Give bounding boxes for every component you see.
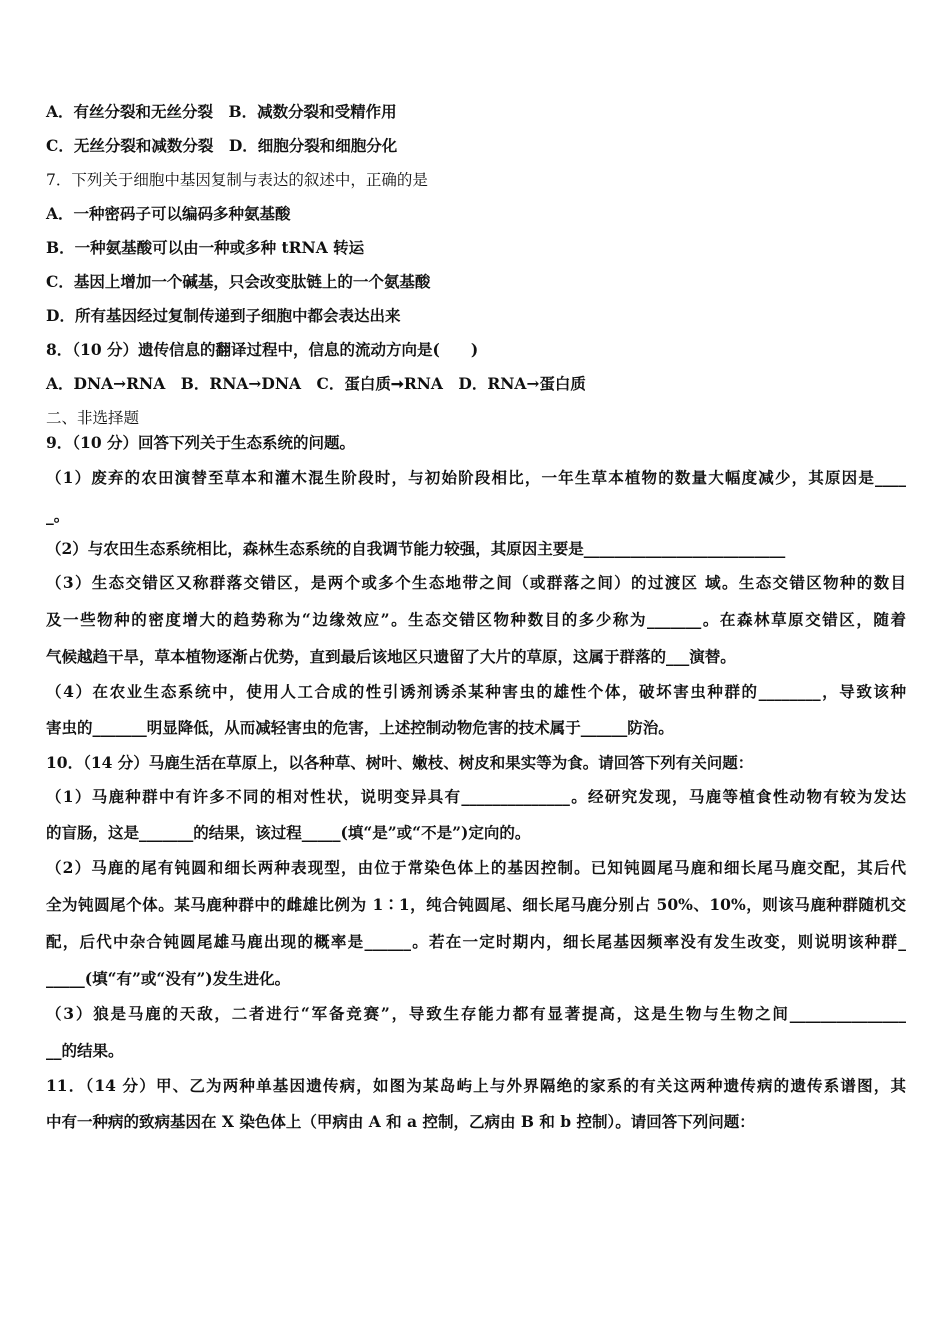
q10-part1-cont: 的盲肠，这是_______的结果，该过程_____(填“是”或“不是”)定向的。 [46,823,531,842]
q10-part1: （1）马鹿种群中有许多不同的相对性状，说明变异具有______________。经研究发现，马鹿等植食性动物有较为发达 [46,787,906,806]
q10-part3: （3）狼是马鹿的天敌，二者进行“军备竞赛”，导致生存能力都有显著提高，这是生物与生物之间_______________ [46,1004,906,1023]
q10-part2-cont1: 全为钝圆尾个体。某马鹿种群中的雌雄比例为 1∶1，纯合钝圆尾、细长尾马鹿分别占 50%、10%，则该马鹿种群随机交 [46,895,906,914]
q11-stem: 11．（14 分）甲、乙为两种单基因遗传病，如图为某岛屿上与外界隔绝的家系的有关这两种遗传病的遗传系谱图，其 [46,1076,906,1095]
q7-option-b: B．一种氨基酸可以由一种或多种 tRNA 转运 [46,238,365,257]
q9-part3: （3）生态交错区又称群落交错区，是两个或多个生态地带之间（或群落之间）的过渡区 域。生态交错区物种的数目 [46,573,906,592]
q9-part4-cont: 害虫的_______明显降低，从而减轻害虫的危害，上述控制动物危害的技术属于______防治。 [46,718,674,737]
q7-option-c: C．基因上增加一个碱基，只会改变肽链上的一个氨基酸 [46,272,431,291]
q9-part1: （1）废弃的农田演替至草本和灌木混生阶段时，与初始阶段相比，一年生草本植物的数量大幅度减少，其原因是____ [46,468,906,487]
q9-part1-cont: _。 [46,506,70,525]
q10-part3-cont: __的结果。 [46,1041,124,1060]
q7-stem: 7．下列关于细胞中基因复制与表达的叙述中，正确的是 [46,171,428,189]
q10-part2: （2）马鹿的尾有钝圆和细长两种表现型，由位于常染色体上的基因控制。已知钝圆尾马鹿和细长尾马鹿交配，其后代 [46,858,906,877]
q8-options: A．DNA→RNA B．RNA→DNA C．蛋白质➞RNA D．RNA→蛋白质 [46,374,586,393]
q9-stem: 9．（10 分）回答下列关于生态系统的问题。 [46,433,356,452]
q9-part2: （2）与农田生态系统相比，森林生态系统的自我调节能力较强，其原因主要是__________________________ [46,539,786,558]
q10-part2-cont2: 配，后代中杂合钝圆尾雄马鹿出现的概率是______。若在一定时期内，细长尾基因频率没有发生改变，则说明该种群_ [46,932,906,951]
q9-part3-cont1: 及一些物种的密度增大的趋势称为“边缘效应”。生态交错区物种数目的多少称为_______。在森林草原交错区，随着 [46,610,906,629]
q7-option-d: D．所有基因经过复制传递到子细胞中都会表达出来 [46,306,401,325]
q6-options-cd: C．无丝分裂和减数分裂 D．细胞分裂和细胞分化 [46,136,398,155]
q9-part3-cont2: 气候越趋干旱，草本植物逐渐占优势，直到最后该地区只遗留了大片的草原，这属于群落的___演替。 [46,647,736,666]
q6-options-ab: A．有丝分裂和无丝分裂 B．减数分裂和受精作用 [46,102,397,121]
q11-stem-cont: 中有一种病的致病基因在 X 染色体上（甲病由 A 和 a 控制，乙病由 B 和 b 控制）。请回答下列问题： [46,1112,755,1131]
q10-part2-cont3: _____(填“有”或“没有”)发生进化。 [46,969,291,988]
q8-stem: 8．（10 分）遗传信息的翻译过程中，信息的流动方向是( ) [46,340,479,359]
section-heading: 二、非选择题 [46,409,140,427]
q7-option-a: A．一种密码子可以编码多种氨基酸 [46,204,291,223]
q10-stem: 10．（14 分）马鹿生活在草原上，以各种草、树叶、嫩枝、树皮和果实等为食。请回答下列有关问题： [46,753,754,772]
q9-part4: （4）在农业生态系统中，使用人工合成的性引诱剂诱杀某种害虫的雄性个体，破坏害虫种群的________，导致该种 [46,682,906,701]
